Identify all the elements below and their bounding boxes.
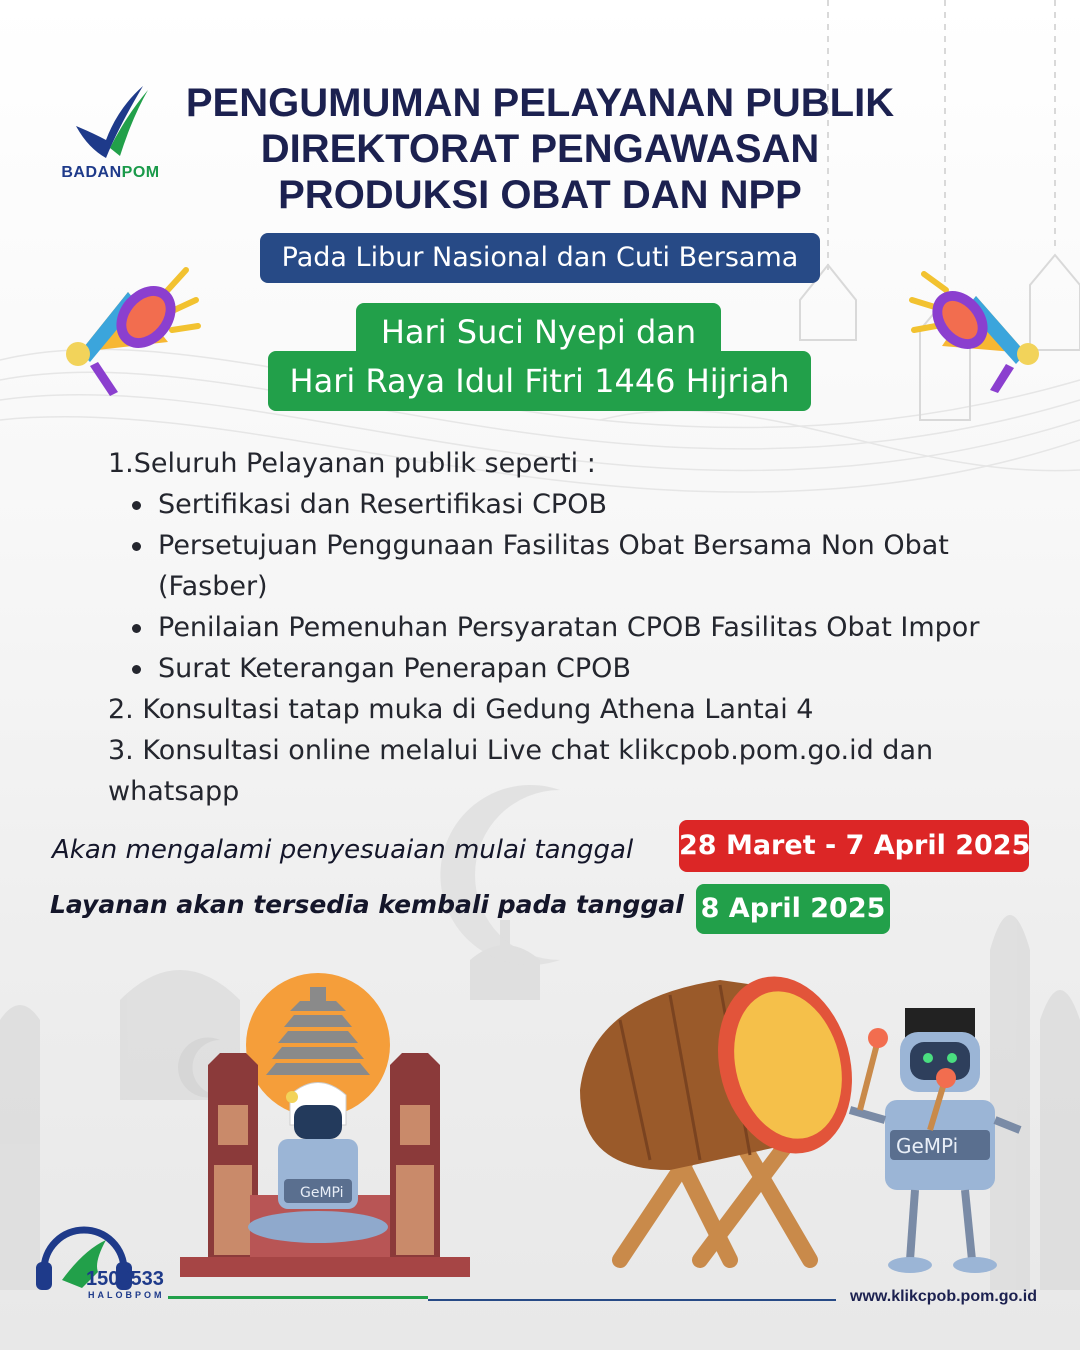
holiday-badge-line-2: Hari Raya Idul Fitri 1446 Hijriah <box>268 351 811 411</box>
subtitle-badge: Pada Libur Nasional dan Cuti Bersama <box>260 233 820 283</box>
footer-divider <box>168 1296 428 1299</box>
holiday-badge-line-1: Hari Suci Nyepi dan <box>356 303 721 361</box>
adjust-dates-badge: 28 Maret - 7 April 2025 <box>679 820 1029 872</box>
robot-label: GeMPi <box>896 1134 959 1158</box>
bullet-text: Sertifikasi dan Resertifikasi CPOB <box>158 489 607 520</box>
megaphone-icon <box>58 262 208 402</box>
halo-bpom-hotline <box>34 1210 174 1305</box>
temple-robot-illustration <box>160 965 480 1285</box>
bullet-text: Surat Keterangan Penerapan CPOB <box>158 653 631 684</box>
bullet-text: Penilaian Pemenuhan Persyaratan CPOB Fasilitas Obat Impor <box>158 612 980 643</box>
page-title <box>170 80 910 218</box>
services-list <box>108 443 1038 812</box>
resume-date-badge: 8 April 2025 <box>696 884 890 934</box>
service-item-3: 3. Konsultasi online melalui Live chat klikcpob.pom.go.id dan whatsapp <box>108 735 934 807</box>
robot-label: GeMPi <box>300 1185 344 1201</box>
list-item <box>108 484 1038 525</box>
title-line-1: PENGUMUMAN PELAYANAN PUBLIK <box>185 81 895 125</box>
badan-pom-logo <box>48 78 173 193</box>
service-item-2: 2. Konsultasi tatap muka di Gedung Athena Lantai 4 <box>108 694 814 725</box>
megaphone-icon <box>906 268 1046 393</box>
logo-word-badan: BADAN <box>61 164 122 181</box>
list-item <box>108 525 1038 607</box>
bullet-text: Persetujuan Penggunaan Fasilitas Obat Bersama Non Obat (Fasber) <box>158 530 949 602</box>
hotline-number: 1500533 <box>86 1268 164 1290</box>
title-line-2: DIREKTORAT PENGAWASAN <box>260 127 820 171</box>
title-line-3: PRODUKSI OBAT DAN NPP <box>278 173 802 217</box>
adjust-label: Akan mengalami penyesuaian mulai tanggal <box>52 835 634 865</box>
resume-label: Layanan akan tersedia kembali pada tanggal <box>50 890 684 919</box>
bedug-drum-robot-illustration <box>560 960 1030 1280</box>
service-heading: 1.Seluruh Pelayanan publik seperti : <box>108 448 596 479</box>
logo-word-pom: POM <box>121 164 160 181</box>
footer-divider <box>428 1299 836 1301</box>
list-item <box>108 648 1038 689</box>
website-link[interactable]: www.klikcpob.pom.go.id <box>850 1288 1037 1305</box>
list-item <box>108 607 1038 648</box>
badan-pom-check-icon <box>48 78 173 168</box>
hotline-name: HALOBPOM <box>88 1290 165 1300</box>
